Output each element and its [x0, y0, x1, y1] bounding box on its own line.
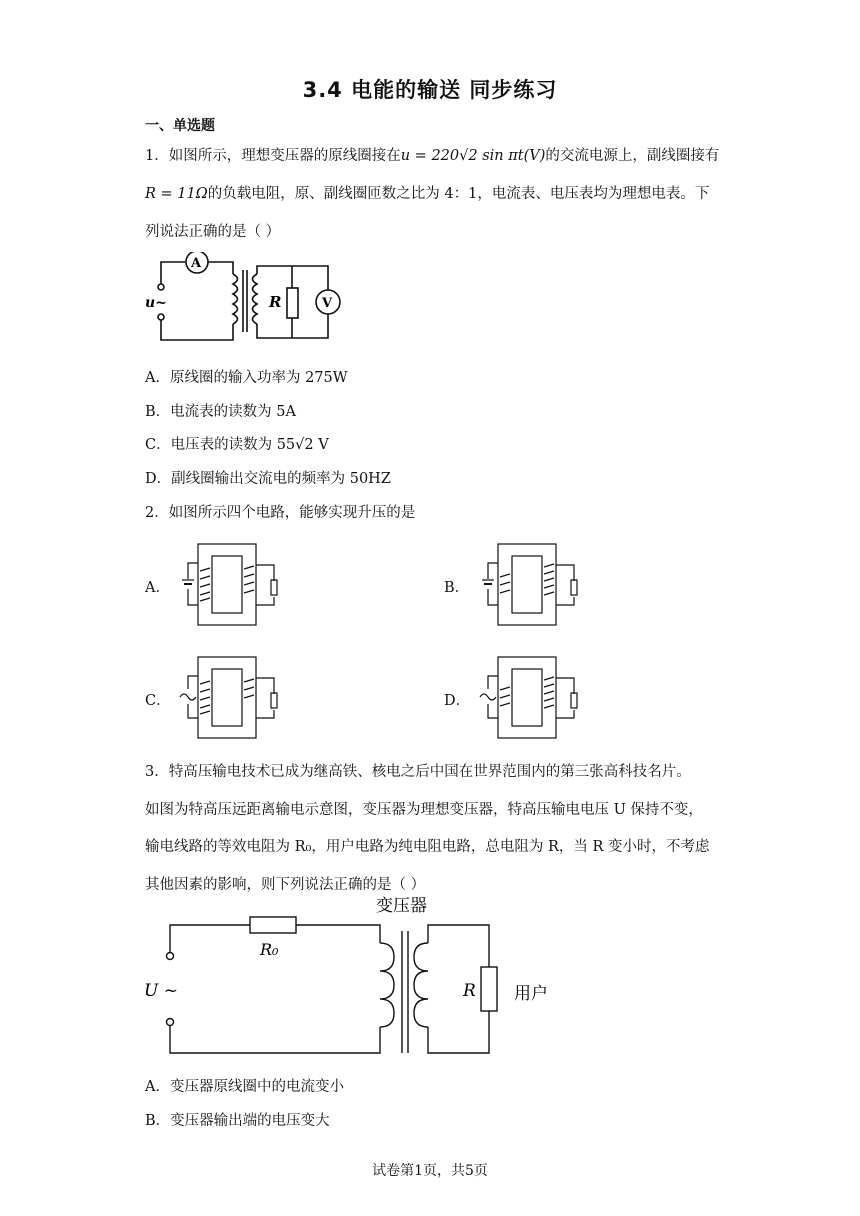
r0-resistor-icon: [250, 917, 296, 933]
q2-circuit-a: [170, 543, 282, 627]
q2-circuit-b: [470, 543, 582, 627]
q1-line2-post: 的负载电阻，原、副线圈匝数之比为 4：1，电流表、电压表均为理想电表。下: [207, 186, 710, 202]
ammeter-label: A: [191, 256, 202, 271]
r-label: R: [463, 981, 476, 1001]
q3-circuit-diagram: [140, 893, 570, 1061]
q2-circuit-d: [470, 656, 582, 740]
q3-line-1: 3．特高压输电技术已成为继高铁、核电之后中国在世界范围内的第三张高科技名片。: [145, 764, 691, 780]
q1-formula-r: R = 11Ω: [145, 186, 208, 202]
q2-label-c: C．: [145, 693, 171, 709]
q1-option-b: B．电流表的读数为 5A: [145, 404, 296, 420]
transformer-label: 变压器: [376, 896, 427, 916]
question-3-text: [145, 754, 735, 904]
q1-option-d: D．副线圈输出交流电的频率为 50HZ: [145, 471, 391, 487]
question-2-text: 2．如图所示四个电路，能够实现升压的是: [145, 505, 416, 521]
user-label: 用户: [514, 984, 548, 1004]
q3-line-3: 输电线路的等效电阻为 R₀，用户电路为纯电阻电路，总电阻为 R，当 R 变小时，不考虑: [145, 839, 710, 855]
q1-circuit-diagram: [145, 252, 350, 350]
q1-line1-post: 的交流电源上，副线圈接有: [545, 148, 720, 164]
question-1-text: [145, 137, 725, 251]
q2-circuit-c: [170, 656, 282, 740]
q3-line-2: 如图为特高压远距离输电示意图，变压器为理想变压器，特高压输电电压 U 保持不变，: [145, 801, 703, 818]
source-label: u~: [145, 295, 167, 311]
q1-option-c: C．电压表的读数为 55√2 V: [145, 437, 329, 453]
resistor-label: R: [269, 293, 282, 311]
resistor-icon: [287, 288, 298, 318]
r0-label: R₀: [260, 940, 279, 959]
q3-line-4: 其他因素的影响，则下列说法正确的是（ ）: [145, 876, 426, 893]
q1-option-a: A．原线圈的输入功率为 275W: [145, 370, 348, 386]
q3-option-a: A．变压器原线圈中的电流变小: [145, 1079, 344, 1095]
q2-label-b: B．: [444, 580, 470, 596]
q2-label-a: A．: [145, 580, 170, 596]
q1-line3: 列说法正确的是（ ）: [145, 224, 281, 240]
q3-option-b: B．变压器输出端的电压变大: [145, 1113, 330, 1129]
q1-line1-pre: 1．如图所示，理想变压器的原线圈接在: [145, 148, 401, 164]
q1-formula-u: u = 220√2 sin πt(V): [400, 148, 546, 164]
q2-label-d: D．: [444, 693, 471, 709]
r-resistor-icon: [481, 967, 497, 1011]
page-title: 3.4 电能的输送 同步练习: [302, 78, 558, 102]
voltmeter-label: V: [322, 296, 333, 311]
page-footer: 试卷第1页，共5页: [372, 1163, 488, 1179]
source-label: U ~: [144, 981, 178, 1001]
section-heading: 一、单选题: [145, 118, 215, 134]
